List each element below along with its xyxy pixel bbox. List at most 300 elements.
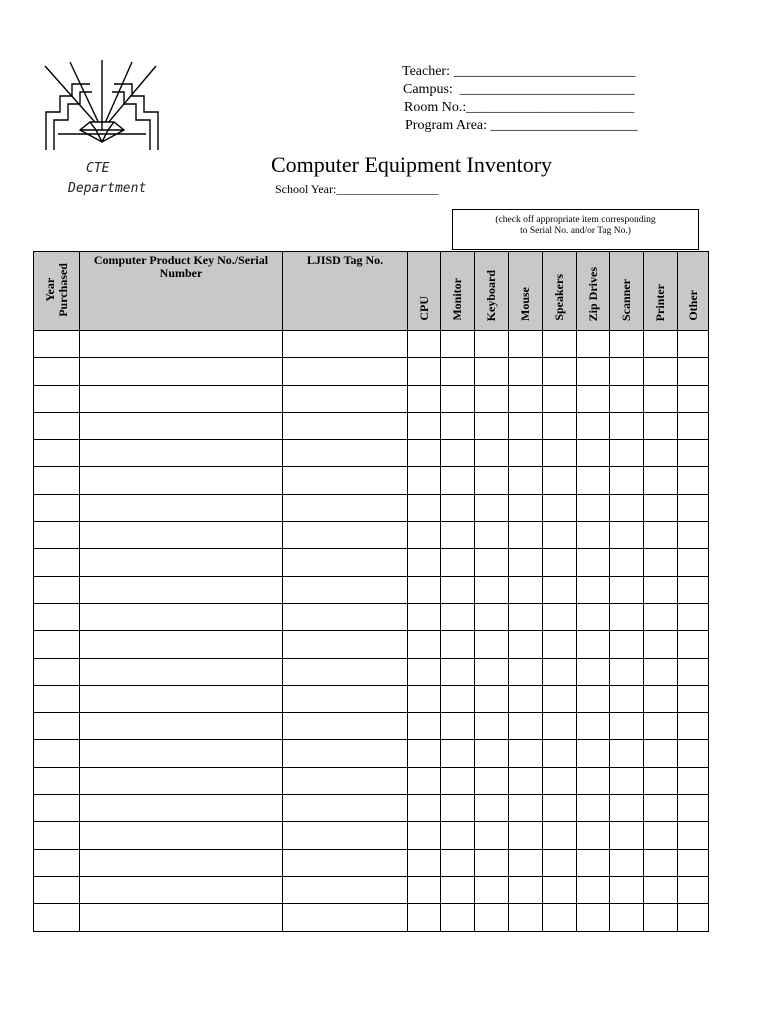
table-cell[interactable]	[543, 494, 577, 521]
table-row	[34, 767, 709, 794]
table-cell[interactable]	[408, 795, 441, 822]
table-cell[interactable]	[543, 740, 577, 767]
table-cell[interactable]	[577, 876, 610, 903]
table-cell[interactable]	[610, 849, 644, 876]
table-header-row	[34, 252, 709, 331]
table-cell[interactable]	[408, 740, 441, 767]
table-cell[interactable]	[80, 358, 283, 385]
table-cell[interactable]	[441, 385, 475, 412]
table-cell[interactable]	[644, 795, 678, 822]
table-cell[interactable]	[283, 494, 408, 521]
table-cell[interactable]	[543, 440, 577, 467]
teacher-field[interactable]: Teacher: __________________________	[402, 64, 636, 79]
table-cell[interactable]	[610, 331, 644, 358]
table-cell[interactable]	[577, 658, 610, 685]
header-scanner: Scanner	[610, 252, 644, 331]
table-cell[interactable]	[678, 713, 709, 740]
table-cell[interactable]	[678, 767, 709, 794]
table-cell[interactable]	[408, 658, 441, 685]
table-cell[interactable]	[610, 467, 644, 494]
table-cell[interactable]	[577, 631, 610, 658]
table-row	[34, 685, 709, 712]
table-cell[interactable]	[80, 467, 283, 494]
table-cell[interactable]	[283, 440, 408, 467]
table-cell[interactable]	[34, 522, 80, 549]
table-cell[interactable]	[610, 904, 644, 931]
table-cell[interactable]	[644, 713, 678, 740]
table-cell[interactable]	[610, 385, 644, 412]
table-cell[interactable]	[475, 331, 509, 358]
table-cell[interactable]	[408, 822, 441, 849]
table-cell[interactable]	[509, 358, 543, 385]
table-cell[interactable]	[610, 603, 644, 630]
table-cell[interactable]	[543, 685, 577, 712]
table-cell[interactable]	[644, 658, 678, 685]
table-cell[interactable]	[610, 494, 644, 521]
table-cell[interactable]	[610, 767, 644, 794]
table-cell[interactable]	[610, 795, 644, 822]
table-cell[interactable]	[475, 440, 509, 467]
table-cell[interactable]	[610, 440, 644, 467]
table-cell[interactable]	[644, 767, 678, 794]
table-cell[interactable]	[441, 603, 475, 630]
table-cell[interactable]	[441, 549, 475, 576]
table-cell[interactable]	[644, 876, 678, 903]
table-cell[interactable]	[441, 331, 475, 358]
table-cell[interactable]	[678, 576, 709, 603]
table-cell[interactable]	[577, 412, 610, 439]
header-keyboard: Keyboard	[475, 252, 509, 331]
table-cell[interactable]	[577, 549, 610, 576]
table-cell[interactable]	[644, 740, 678, 767]
table-cell[interactable]	[509, 685, 543, 712]
table-cell[interactable]	[80, 876, 283, 903]
table-cell[interactable]	[644, 467, 678, 494]
table-cell[interactable]	[509, 385, 543, 412]
table-cell[interactable]	[678, 440, 709, 467]
table-cell[interactable]	[610, 740, 644, 767]
table-cell[interactable]	[509, 767, 543, 794]
table-cell[interactable]	[543, 358, 577, 385]
table-cell[interactable]	[475, 713, 509, 740]
table-cell[interactable]	[509, 740, 543, 767]
table-cell[interactable]	[644, 849, 678, 876]
table-cell[interactable]	[644, 440, 678, 467]
table-cell[interactable]	[441, 795, 475, 822]
table-cell[interactable]	[283, 412, 408, 439]
table-cell[interactable]	[475, 795, 509, 822]
table-cell[interactable]	[408, 904, 441, 931]
program-area-field[interactable]: Program Area: _____________________	[405, 118, 638, 133]
table-cell[interactable]	[610, 713, 644, 740]
table-cell[interactable]	[283, 713, 408, 740]
table-cell[interactable]	[678, 876, 709, 903]
table-cell[interactable]	[80, 440, 283, 467]
table-cell[interactable]	[283, 467, 408, 494]
table-cell[interactable]	[34, 658, 80, 685]
table-cell[interactable]	[644, 631, 678, 658]
table-cell[interactable]	[509, 522, 543, 549]
table-cell[interactable]	[34, 767, 80, 794]
table-cell[interactable]	[543, 849, 577, 876]
table-cell[interactable]	[283, 631, 408, 658]
table-cell[interactable]	[34, 494, 80, 521]
table-cell[interactable]	[80, 685, 283, 712]
table-cell[interactable]	[509, 440, 543, 467]
table-cell[interactable]	[80, 522, 283, 549]
table-cell[interactable]	[475, 631, 509, 658]
table-cell[interactable]	[577, 385, 610, 412]
campus-field[interactable]: Campus: _________________________	[403, 82, 635, 97]
table-cell[interactable]	[34, 331, 80, 358]
table-cell[interactable]	[441, 576, 475, 603]
table-cell[interactable]	[283, 358, 408, 385]
table-cell[interactable]	[644, 576, 678, 603]
table-cell[interactable]	[283, 795, 408, 822]
table-cell[interactable]	[80, 740, 283, 767]
table-cell[interactable]	[441, 740, 475, 767]
table-cell[interactable]	[644, 358, 678, 385]
table-cell[interactable]	[441, 685, 475, 712]
table-cell[interactable]	[678, 658, 709, 685]
table-cell[interactable]	[441, 631, 475, 658]
table-row	[34, 876, 709, 903]
header-info-block	[402, 63, 638, 135]
table-cell[interactable]	[610, 358, 644, 385]
table-cell[interactable]	[80, 904, 283, 931]
table-cell[interactable]	[408, 549, 441, 576]
table-cell[interactable]	[644, 549, 678, 576]
table-cell[interactable]	[644, 494, 678, 521]
table-cell[interactable]	[441, 658, 475, 685]
table-cell[interactable]	[34, 603, 80, 630]
header-monitor: Monitor	[441, 252, 475, 331]
table-cell[interactable]	[509, 631, 543, 658]
table-cell[interactable]	[678, 385, 709, 412]
header-cpu: CPU	[408, 252, 441, 331]
table-cell[interactable]	[577, 740, 610, 767]
table-cell[interactable]	[509, 822, 543, 849]
table-cell[interactable]	[80, 849, 283, 876]
table-cell[interactable]	[441, 522, 475, 549]
table-cell[interactable]	[34, 822, 80, 849]
table-cell[interactable]	[441, 467, 475, 494]
table-cell[interactable]	[543, 795, 577, 822]
table-cell[interactable]	[543, 522, 577, 549]
table-cell[interactable]	[577, 685, 610, 712]
table-cell[interactable]	[475, 822, 509, 849]
table-cell[interactable]	[577, 522, 610, 549]
table-cell[interactable]	[408, 876, 441, 903]
table-cell[interactable]	[408, 576, 441, 603]
table-cell[interactable]	[610, 412, 644, 439]
table-cell[interactable]	[509, 467, 543, 494]
table-cell[interactable]	[34, 440, 80, 467]
table-cell[interactable]	[644, 822, 678, 849]
room-field[interactable]: Room No.:________________________	[404, 100, 635, 115]
table-cell[interactable]	[475, 904, 509, 931]
table-cell[interactable]	[475, 358, 509, 385]
table-row	[34, 658, 709, 685]
table-cell[interactable]	[543, 767, 577, 794]
table-cell[interactable]	[80, 331, 283, 358]
table-cell[interactable]	[408, 522, 441, 549]
table-cell[interactable]	[678, 822, 709, 849]
table-cell[interactable]	[34, 904, 80, 931]
table-cell[interactable]	[644, 685, 678, 712]
table-cell[interactable]	[475, 467, 509, 494]
table-cell[interactable]	[644, 412, 678, 439]
table-cell[interactable]	[408, 849, 441, 876]
logo-caption-department: Department	[68, 181, 147, 196]
table-cell[interactable]	[441, 822, 475, 849]
table-cell[interactable]	[577, 440, 610, 467]
table-cell[interactable]	[283, 876, 408, 903]
table-cell[interactable]	[80, 822, 283, 849]
table-cell[interactable]	[678, 358, 709, 385]
table-cell[interactable]	[610, 549, 644, 576]
table-cell[interactable]	[577, 603, 610, 630]
table-cell[interactable]	[678, 549, 709, 576]
table-cell[interactable]	[34, 876, 80, 903]
table-row	[34, 631, 709, 658]
table-cell[interactable]	[283, 740, 408, 767]
table-body	[34, 331, 709, 932]
table-cell[interactable]	[678, 685, 709, 712]
table-cell[interactable]	[610, 658, 644, 685]
table-cell[interactable]	[475, 576, 509, 603]
table-cell[interactable]	[475, 767, 509, 794]
table-cell[interactable]	[543, 876, 577, 903]
note-line-1: (check off appropriate item corresponding	[495, 215, 656, 225]
table-cell[interactable]	[509, 331, 543, 358]
table-cell[interactable]	[283, 576, 408, 603]
table-cell[interactable]	[509, 658, 543, 685]
header-tag-no: LJISD Tag No.	[283, 252, 408, 331]
table-cell[interactable]	[408, 467, 441, 494]
table-cell[interactable]	[34, 849, 80, 876]
table-cell[interactable]	[509, 904, 543, 931]
table-cell[interactable]	[80, 385, 283, 412]
table-row	[34, 549, 709, 576]
table-cell[interactable]	[610, 576, 644, 603]
table-cell[interactable]	[441, 494, 475, 521]
table-cell[interactable]	[475, 658, 509, 685]
table-cell[interactable]	[610, 685, 644, 712]
table-cell[interactable]	[577, 822, 610, 849]
page-title: Computer Equipment Inventory	[271, 152, 553, 177]
table-row	[34, 713, 709, 740]
table-cell[interactable]	[408, 331, 441, 358]
table-cell[interactable]	[80, 603, 283, 630]
table-cell[interactable]	[577, 467, 610, 494]
table-cell[interactable]	[80, 631, 283, 658]
table-cell[interactable]	[34, 740, 80, 767]
table-cell[interactable]	[408, 494, 441, 521]
table-cell[interactable]	[441, 904, 475, 931]
table-row	[34, 331, 709, 358]
table-cell[interactable]	[543, 713, 577, 740]
table-cell[interactable]	[577, 713, 610, 740]
table-cell[interactable]	[543, 467, 577, 494]
table-cell[interactable]	[80, 549, 283, 576]
table-cell[interactable]	[441, 876, 475, 903]
table-cell[interactable]	[678, 412, 709, 439]
table-cell[interactable]	[283, 767, 408, 794]
table-cell[interactable]	[678, 494, 709, 521]
table-cell[interactable]	[543, 331, 577, 358]
table-cell[interactable]	[283, 658, 408, 685]
table-row	[34, 358, 709, 385]
table-cell[interactable]	[678, 795, 709, 822]
table-cell[interactable]	[678, 603, 709, 630]
table-row	[34, 440, 709, 467]
table-cell[interactable]	[509, 713, 543, 740]
table-cell[interactable]	[475, 603, 509, 630]
table-cell[interactable]	[543, 549, 577, 576]
header-speakers: Speakers	[543, 252, 577, 331]
table-cell[interactable]	[543, 412, 577, 439]
table-cell[interactable]	[408, 767, 441, 794]
table-cell[interactable]	[543, 822, 577, 849]
table-cell[interactable]	[610, 631, 644, 658]
table-cell[interactable]	[80, 412, 283, 439]
table-cell[interactable]	[509, 494, 543, 521]
table-cell[interactable]	[577, 494, 610, 521]
table-cell[interactable]	[543, 576, 577, 603]
table-cell[interactable]	[80, 767, 283, 794]
table-cell[interactable]	[577, 576, 610, 603]
table-cell[interactable]	[644, 904, 678, 931]
table-cell[interactable]	[475, 385, 509, 412]
table-cell[interactable]	[543, 631, 577, 658]
table-cell[interactable]	[34, 685, 80, 712]
table-cell[interactable]	[610, 822, 644, 849]
table-cell[interactable]	[80, 795, 283, 822]
table-cell[interactable]	[577, 767, 610, 794]
table-cell[interactable]	[475, 685, 509, 712]
table-cell[interactable]	[644, 603, 678, 630]
table-cell[interactable]	[34, 385, 80, 412]
table-cell[interactable]	[509, 849, 543, 876]
table-cell[interactable]	[283, 331, 408, 358]
table-cell[interactable]	[543, 658, 577, 685]
check-off-note	[452, 209, 699, 250]
table-cell[interactable]	[509, 576, 543, 603]
table-cell[interactable]	[678, 631, 709, 658]
table-cell[interactable]	[509, 795, 543, 822]
table-cell[interactable]	[577, 795, 610, 822]
table-cell[interactable]	[441, 358, 475, 385]
table-cell[interactable]	[34, 631, 80, 658]
table-cell[interactable]	[408, 412, 441, 439]
table-cell[interactable]	[283, 849, 408, 876]
table-cell[interactable]	[678, 331, 709, 358]
table-cell[interactable]	[80, 713, 283, 740]
table-cell[interactable]	[34, 412, 80, 439]
table-cell[interactable]	[610, 522, 644, 549]
table-cell[interactable]	[509, 549, 543, 576]
table-cell[interactable]	[441, 440, 475, 467]
table-cell[interactable]	[678, 904, 709, 931]
table-cell[interactable]	[475, 740, 509, 767]
table-cell[interactable]	[80, 658, 283, 685]
table-cell[interactable]	[34, 467, 80, 494]
table-cell[interactable]	[283, 822, 408, 849]
table-cell[interactable]	[34, 549, 80, 576]
table-row	[34, 603, 709, 630]
table-cell[interactable]	[408, 685, 441, 712]
table-cell[interactable]	[408, 358, 441, 385]
table-cell[interactable]	[678, 740, 709, 767]
table-cell[interactable]	[509, 876, 543, 903]
table-row	[34, 795, 709, 822]
table-cell[interactable]	[475, 412, 509, 439]
table-cell[interactable]	[80, 494, 283, 521]
table-cell[interactable]	[678, 522, 709, 549]
table-cell[interactable]	[283, 904, 408, 931]
table-cell[interactable]	[283, 549, 408, 576]
table-cell[interactable]	[644, 385, 678, 412]
table-cell[interactable]	[678, 849, 709, 876]
table-cell[interactable]	[408, 385, 441, 412]
table-cell[interactable]	[577, 849, 610, 876]
table-cell[interactable]	[644, 522, 678, 549]
table-cell[interactable]	[577, 358, 610, 385]
table-cell[interactable]	[283, 522, 408, 549]
table-cell[interactable]	[543, 603, 577, 630]
table-cell[interactable]	[34, 576, 80, 603]
table-cell[interactable]	[577, 331, 610, 358]
table-cell[interactable]	[475, 522, 509, 549]
table-cell[interactable]	[441, 412, 475, 439]
table-cell[interactable]	[441, 713, 475, 740]
table-cell[interactable]	[283, 385, 408, 412]
table-cell[interactable]	[610, 876, 644, 903]
table-cell[interactable]	[475, 849, 509, 876]
table-cell[interactable]	[34, 358, 80, 385]
table-cell[interactable]	[644, 331, 678, 358]
table-cell[interactable]	[577, 904, 610, 931]
table-cell[interactable]	[509, 603, 543, 630]
table-cell[interactable]	[543, 385, 577, 412]
table-cell[interactable]	[34, 713, 80, 740]
table-cell[interactable]	[475, 549, 509, 576]
table-row	[34, 576, 709, 603]
table-cell[interactable]	[408, 713, 441, 740]
table-row	[34, 412, 709, 439]
table-cell[interactable]	[543, 904, 577, 931]
table-cell[interactable]	[34, 795, 80, 822]
school-year-field[interactable]: School Year:_________________	[275, 182, 439, 196]
table-row	[34, 740, 709, 767]
table-cell[interactable]	[283, 603, 408, 630]
header-printer: Printer	[644, 252, 678, 331]
table-cell[interactable]	[475, 494, 509, 521]
table-cell[interactable]	[80, 576, 283, 603]
table-cell[interactable]	[678, 467, 709, 494]
table-cell[interactable]	[441, 767, 475, 794]
table-cell[interactable]	[408, 631, 441, 658]
table-cell[interactable]	[408, 603, 441, 630]
table-cell[interactable]	[408, 440, 441, 467]
table-cell[interactable]	[441, 849, 475, 876]
table-row	[34, 385, 709, 412]
table-cell[interactable]	[475, 876, 509, 903]
table-cell[interactable]	[283, 685, 408, 712]
table-cell[interactable]	[509, 412, 543, 439]
note-line-2: to Serial No. and/or Tag No.)	[520, 226, 631, 236]
